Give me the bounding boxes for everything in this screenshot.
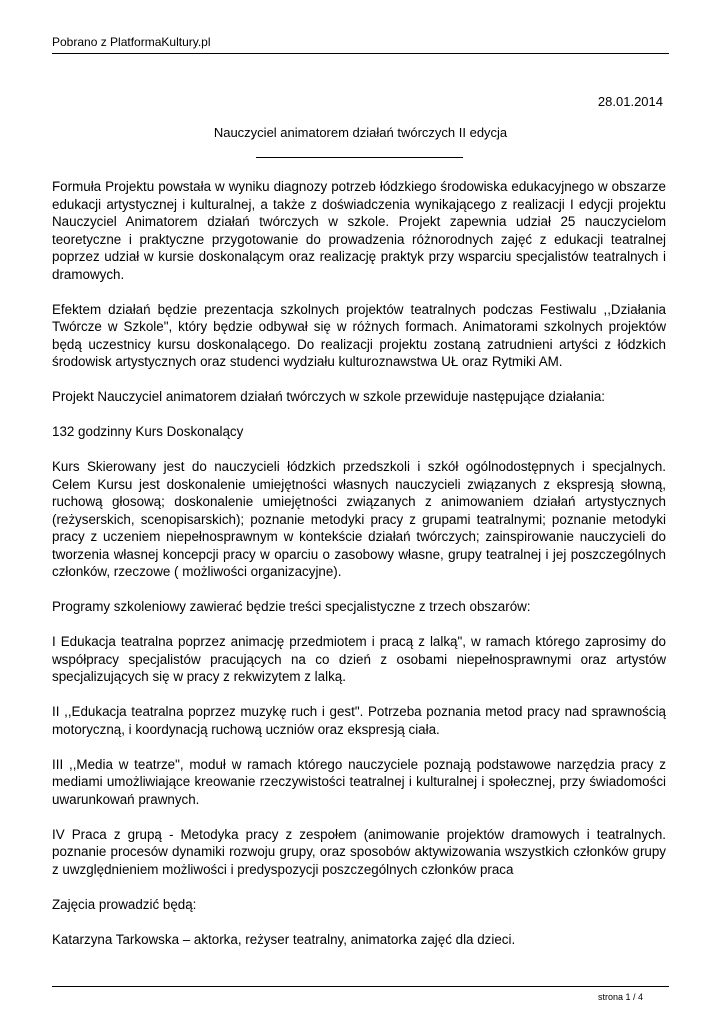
paragraph: II ,,Edukacja teatralna poprzez muzykę ruch i gest". Potrzeba poznania metod pracy nad sprawnością motoryczną, i koordynacją ruchową uczniów oraz ekspresją ciała. xyxy=(52,704,666,737)
paragraph: Kurs Skierowany jest do nauczycieli łódzkich przedszkoli i szkół ogólnodostępnych i specjalnych. Celem Kursu jest doskonalenie umiejętności własnych nauczycieli związanych z ekspresją słowną, ruchową głosową; doskonalenie umiejętności związanych z animowaniem działań artystycznych (reżyserskich, scenopisarskich); poznanie metodyki pracy z grupami teatralnymi; poznanie metodyki pracy z uczeniem niepełnosprawnym w kontekście działań twórczych; zainspirowanie nauczycieli do tworzenia własnej koncepcji pracy w oparciu o zasobowy własne, grupy teatralnej i jej poszczególnych członków, rzeczowe ( możliwości organizacyjne). xyxy=(52,459,666,579)
page-number: strona 1 / 4 xyxy=(597,992,643,1002)
document-title: Nauczyciel animatorem działań twórczych II edycja xyxy=(213,125,508,140)
header-divider xyxy=(52,53,669,54)
page-header-source: Pobrano z PlatformaKultury.pl xyxy=(52,35,211,49)
paragraph: 132 godzinny Kurs Doskonalący xyxy=(52,424,244,439)
paragraph: Projekt Nauczyciel animatorem działań twórczych w szkole przewiduje następujące działania: xyxy=(52,389,605,404)
paragraph: Katarzyna Tarkowska – aktorka, reżyser teatralny, animatorka zajęć dla dzieci. xyxy=(52,931,516,947)
paragraph: Efektem działań będzie prezentacja szkolnych projektów teatralnych podczas Festiwalu ,,Działania Twórcze w Szkole", który będzie odbywał się w różnych formach. Animatorami szkolnych projektów będą uczestnicy kursu doskonalącego. Do realizacji projektu zostaną zatrudnieni artyści z łódzkich środowisk artystycznych oraz studenci wydziału kulturoznawstwa UŁ oraz Rytmiki AM. xyxy=(52,301,666,369)
paragraph: IV Praca z grupą - Metodyka pracy z zespołem (animowanie projektów dramowych i teatralnych. poznanie procesów dynamiki rozwoju grupy, oraz sposobów aktywizowania wszystkich członków grupy z uwzględnieniem możliwości i predyspozycji poszczególnych członków praca xyxy=(52,826,666,877)
paragraph: I Edukacja teatralna poprzez animację przedmiotem i pracą z lalką", w ramach którego zaprosimy do współpracy specjalistów pracujących na co dzień z osobami niepełnosprawnymi oraz artystów specjalizujących się w pracy z rekwizytem z lalką. xyxy=(52,634,666,684)
document-body xyxy=(52,178,666,966)
title-underline xyxy=(256,157,463,158)
paragraph: Formuła Projektu powstała w wyniku diagnozy potrzeb łódzkiego środowiska edukacyjnego w obszarze edukacji artystycznej i kulturalnej, a także z doświadczenia wynikającego z realizacji I edycji projektu Nauczyciel Animatorem działań twórczych w szkole. Projekt zapewnia udział 25 nauczycielom teoretyczne i praktyczne przygotowanie do prowadzenia różnorodnych zajęć z edukacji teatralnej poprzez udział w kursie doskonalącym oraz realizację praktyk przy wsparciu specjalistów teatralnych i dramowych. xyxy=(52,179,666,282)
footer-divider xyxy=(52,986,669,987)
paragraph: Programy szkoleniowy zawierać będzie treści specjalistyczne z trzech obszarów: xyxy=(52,599,531,614)
paragraph: Zajęcia prowadzić będą: xyxy=(52,896,197,912)
document-date: 28.01.2014 xyxy=(597,94,663,109)
paragraph: III ,,Media w teatrze", moduł w ramach którego nauczyciele poznają podstawowe narzędzia pracy z mediami umożliwiające kreowanie rzeczywistości teatralnej i kulturalnej i społecznej, przy świadomości uwarunkowań prawnych. xyxy=(52,756,666,807)
